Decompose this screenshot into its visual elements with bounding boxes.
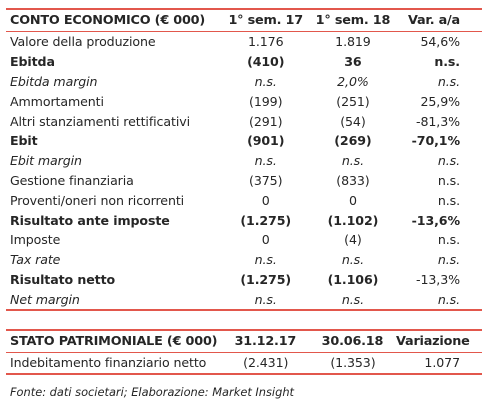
value-col-2: (1.106) (327, 271, 379, 287)
row-label: Ammortamenti (10, 93, 104, 109)
value-col-3: 54,6% (420, 34, 460, 50)
value-col-3: -81,3% (416, 113, 460, 129)
value-col-1: (375) (249, 172, 283, 188)
value-col-3: -70,1% (411, 133, 460, 149)
value-col-2: n.s. (341, 291, 365, 307)
value-col-3: n.s. (434, 54, 460, 70)
value-col-1: (901) (247, 133, 285, 149)
table-row (6, 289, 482, 309)
value-col-1: (1.275) (240, 271, 292, 287)
row-label: Tax rate (10, 252, 61, 268)
header-col-2: 30.06.18 (321, 334, 384, 349)
row-label: Ebit margin (10, 153, 82, 169)
row-label: Net margin (10, 291, 80, 307)
balance-sheet-rows (6, 353, 482, 373)
value-col-3: n.s. (437, 172, 460, 188)
bottom-rule (6, 309, 482, 311)
row-label: Ebitda margin (10, 73, 98, 89)
value-col-2: (269) (334, 133, 372, 149)
income-statement-table (6, 8, 482, 311)
value-col-2: (1.102) (327, 212, 379, 228)
table-row (6, 230, 482, 250)
row-label: Ebitda (10, 54, 55, 70)
table-row (6, 171, 482, 191)
table-row (6, 353, 482, 373)
value-col-1: (410) (247, 54, 285, 70)
table-row (6, 32, 482, 52)
header-col-1: 31.12.17 (234, 334, 297, 349)
value-col-3: -13,6% (411, 212, 460, 228)
row-label: Indebitamento finanziario netto (10, 355, 207, 371)
table-row (6, 52, 482, 72)
value-col-1: (1.275) (240, 212, 292, 228)
header-col-1: 1° sem. 17 (228, 13, 303, 28)
row-label: Risultato netto (10, 271, 116, 287)
value-col-2: (1.353) (330, 355, 376, 371)
row-label: Valore della produzione (10, 34, 156, 50)
balance-sheet-table (6, 329, 482, 375)
value-col-3: -13,3% (416, 271, 460, 287)
value-col-2: 0 (348, 192, 357, 208)
value-col-1: 1.176 (247, 34, 284, 50)
value-col-1: (2.431) (243, 355, 289, 371)
header-label: CONTO ECONOMICO (€ 000) (10, 13, 206, 28)
value-col-1: 0 (261, 192, 270, 208)
value-col-1: (291) (249, 113, 283, 129)
header-col-3: Var. a/a (407, 13, 460, 28)
table-row (6, 250, 482, 270)
row-label: Risultato ante imposte (10, 212, 170, 228)
table-row (6, 151, 482, 171)
row-label: Altri stanziamenti rettificativi (10, 113, 190, 129)
source-note: Fonte: dati societari; Elaborazione: Market Insight (10, 385, 295, 399)
value-col-2: n.s. (341, 153, 365, 169)
table-header (6, 10, 482, 31)
table-row (6, 210, 482, 230)
value-col-1: 0 (261, 232, 270, 248)
value-col-2: (4) (344, 232, 362, 248)
value-col-2: 1.819 (335, 34, 371, 50)
bottom-rule (6, 373, 482, 375)
value-col-1: n.s. (254, 153, 277, 169)
value-col-3: n.s. (437, 192, 460, 208)
table-row (6, 270, 482, 290)
value-col-3: n.s. (437, 73, 460, 89)
table-row (6, 91, 482, 111)
header-col-3: Variazione (396, 334, 470, 349)
value-col-3: n.s. (437, 153, 460, 169)
row-label: Gestione finanziaria (10, 172, 134, 188)
value-col-3: 25,9% (420, 93, 460, 109)
table-row (6, 111, 482, 131)
value-col-2: (833) (336, 172, 370, 188)
row-label: Proventi/oneri non ricorrenti (10, 192, 185, 208)
header-col-2: 1° sem. 18 (315, 13, 391, 28)
value-col-2: (54) (340, 113, 366, 129)
row-label: Ebit (10, 133, 38, 149)
value-col-1: n.s. (254, 291, 277, 307)
value-col-2: 2,0% (337, 73, 369, 89)
table-row (6, 190, 482, 210)
value-col-3: n.s. (437, 252, 460, 268)
value-col-1: (199) (249, 93, 283, 109)
value-col-3: 1.077 (424, 355, 460, 371)
value-col-3: n.s. (437, 291, 460, 307)
table-header (6, 331, 482, 352)
value-col-3: n.s. (437, 232, 460, 248)
table-row (6, 131, 482, 151)
table-row (6, 72, 482, 92)
value-col-1: n.s. (254, 73, 277, 89)
value-col-1: n.s. (254, 252, 277, 268)
income-statement-rows (6, 32, 482, 309)
value-col-2: n.s. (341, 252, 365, 268)
row-label: Imposte (10, 232, 61, 248)
value-col-2: (251) (336, 93, 370, 109)
value-col-2: 36 (344, 54, 362, 70)
header-label: STATO PATRIMONIALE (€ 000) (10, 334, 218, 349)
